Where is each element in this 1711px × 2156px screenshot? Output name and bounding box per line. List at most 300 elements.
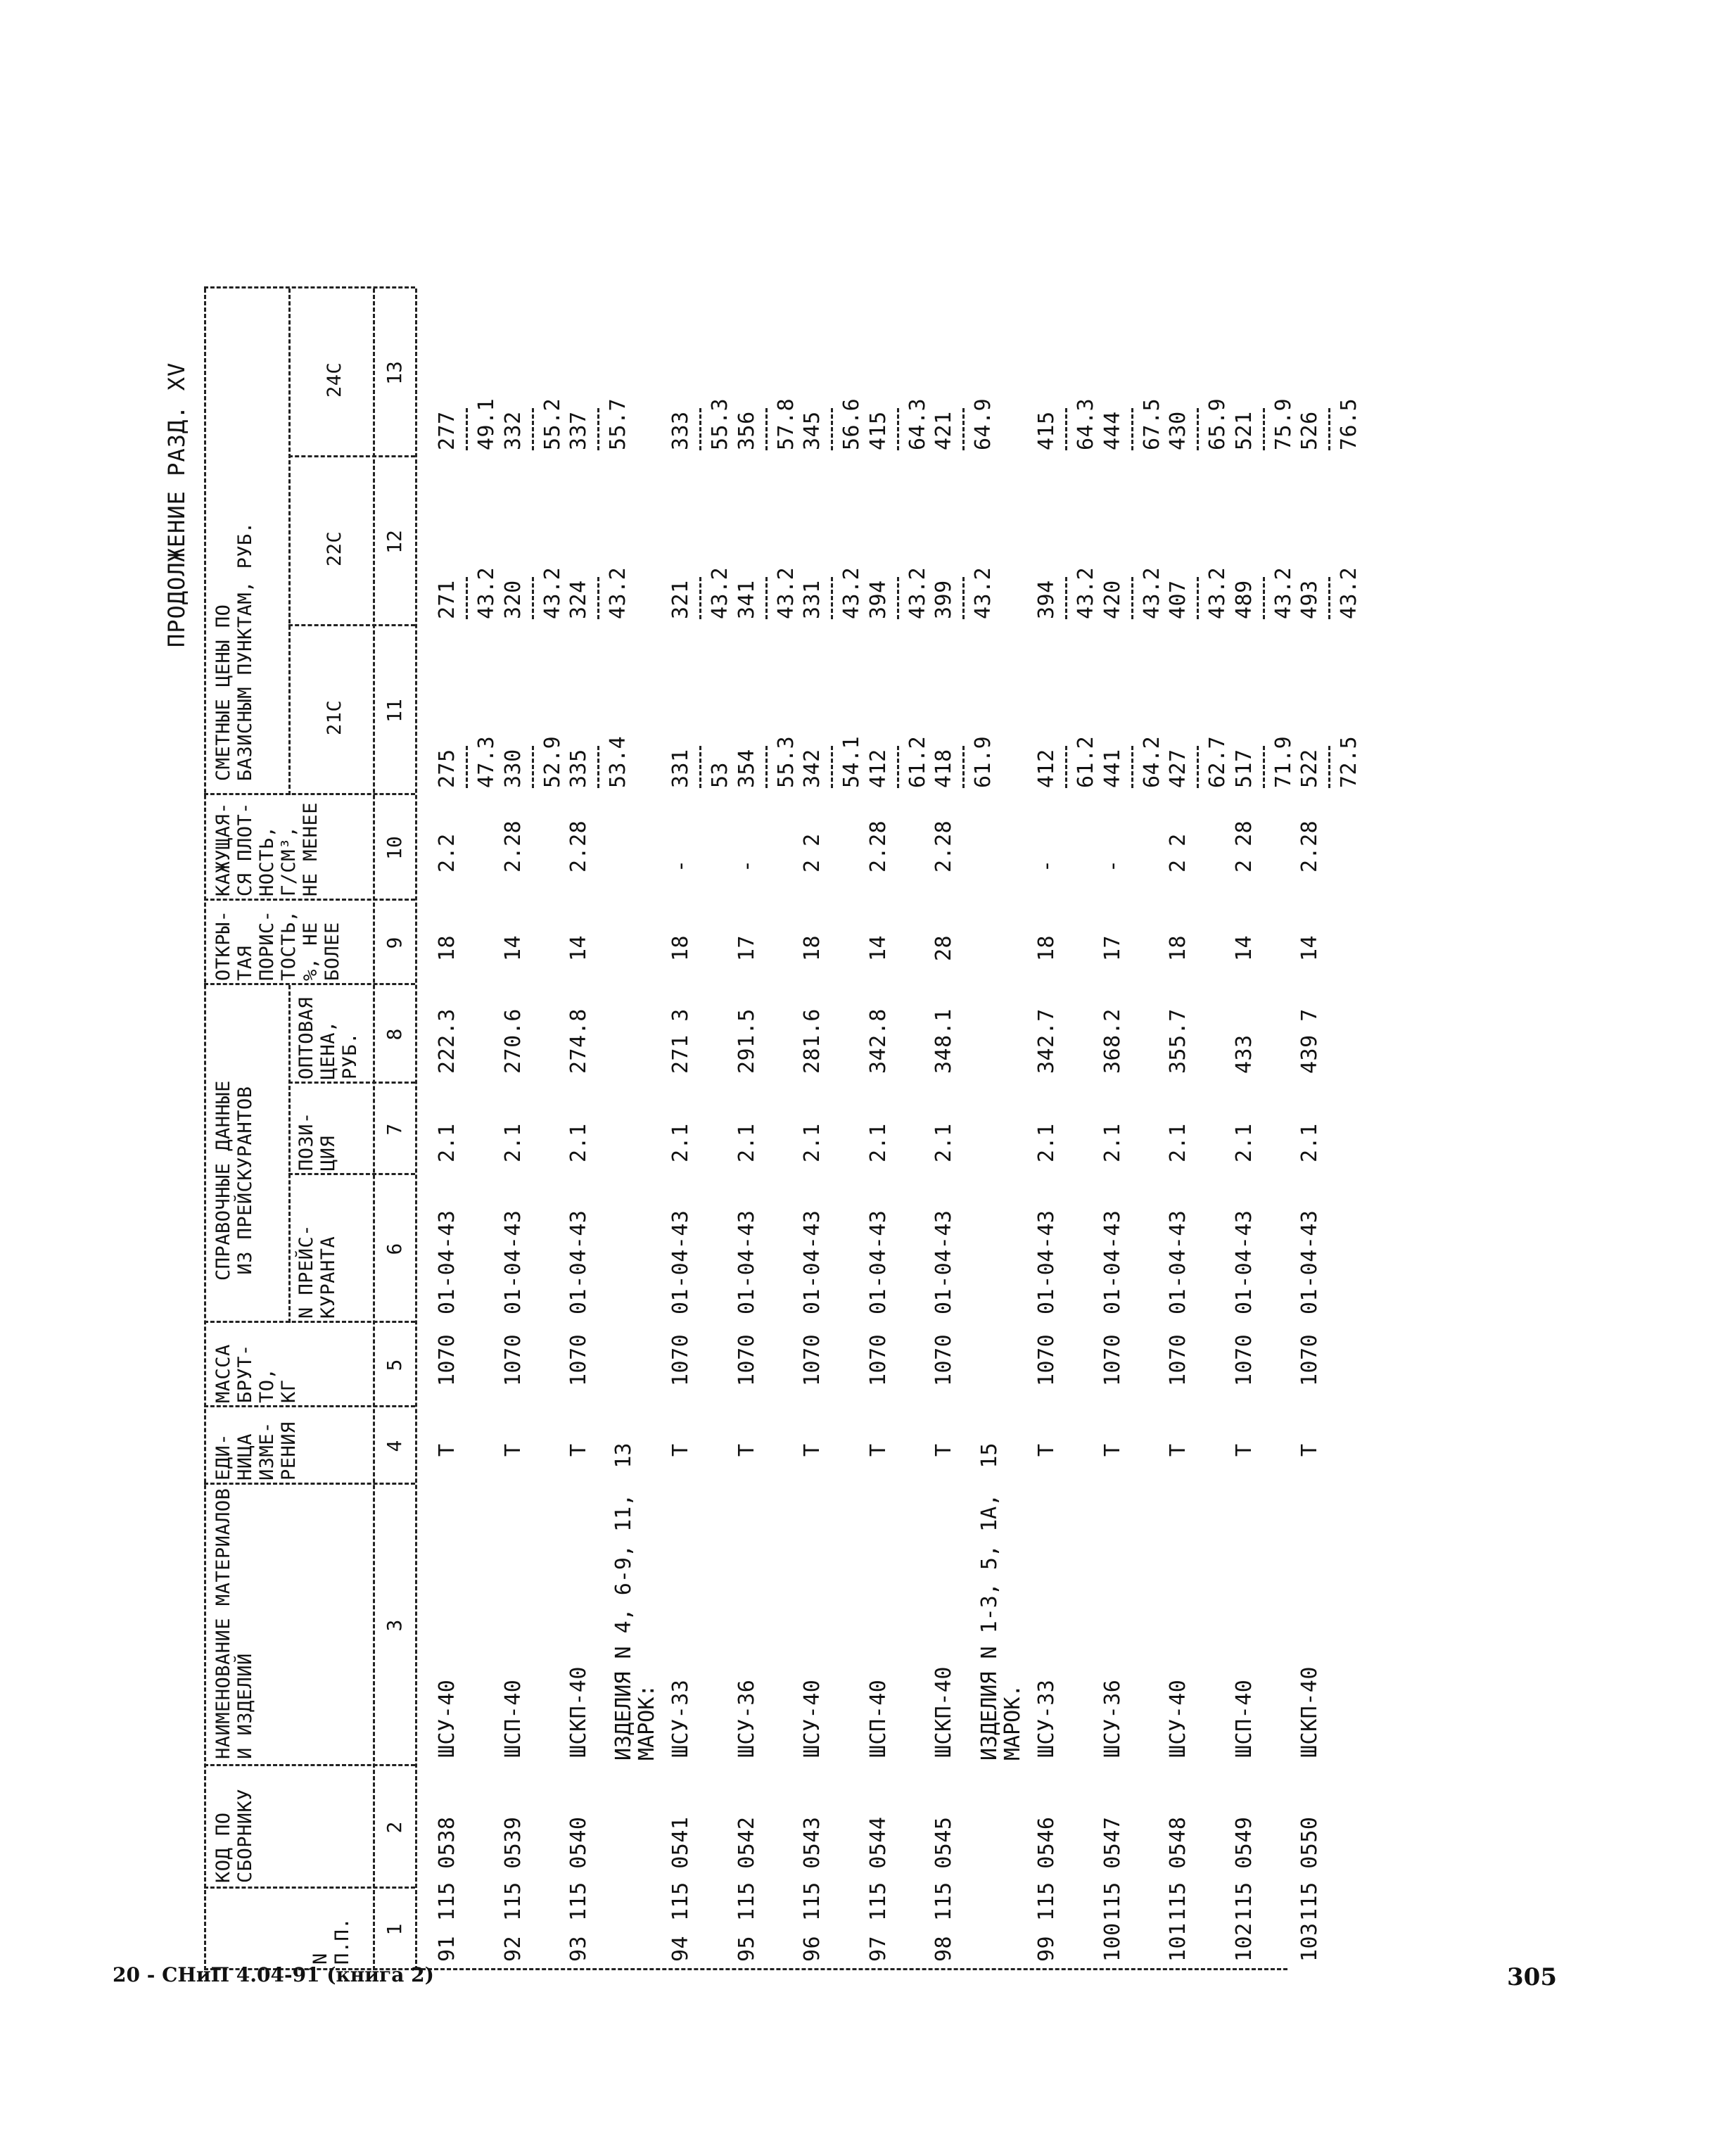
row-unit: Т [865, 1443, 891, 1457]
row-number: 97 [865, 1935, 891, 1962]
row-position: 2.1 [1034, 1123, 1059, 1162]
group-heading: ИЗДЕЛИЯ N 4, 6-9, 11, 13 МАРОК: [611, 1442, 659, 1761]
header-price-group: СМЕТНЫЕ ЦЕНЫ ПО БАЗИСНЫМ ПУНКТАМ, РУБ. [212, 521, 256, 781]
col-rule-13 [204, 286, 415, 288]
row-wholesale-price: 291.5 [734, 1008, 759, 1074]
row-price-p22: 320 [500, 580, 526, 619]
row-code: 115 0542 [734, 1816, 759, 1921]
fraction-bar [699, 577, 701, 619]
price-group-rule [288, 288, 291, 795]
row-name: ШСУ-40 [800, 1679, 825, 1758]
fraction-bar [831, 746, 833, 788]
row-number: 96 [800, 1935, 825, 1962]
row-pricelist: 01-04-43 [931, 1210, 957, 1314]
row-unit: Т [566, 1443, 592, 1457]
row-transport-f22: 43.2 [540, 566, 565, 619]
header-col8: ОПТОВАЯ ЦЕНА, РУБ. [295, 996, 361, 1079]
header-col6: N ПРЕЙС- КУРАНТА [295, 1224, 339, 1319]
row-position: 2.1 [500, 1123, 526, 1162]
col-rule-6 [288, 1173, 415, 1175]
row-transport-f24: 57.8 [773, 398, 799, 450]
column-number: 1 [383, 1923, 406, 1936]
row-porosity: 14 [1231, 934, 1257, 961]
row-price-p24: 277 [435, 411, 459, 450]
row-porosity: 18 [1034, 934, 1059, 961]
fraction-bar [897, 577, 899, 619]
row-price-p21: 522 [1297, 749, 1323, 788]
row-price-p24: 444 [1100, 411, 1125, 450]
row-porosity: 14 [1297, 934, 1323, 961]
fraction-bar [1263, 408, 1265, 450]
col-rule-3 [204, 1483, 415, 1485]
continuation-title: ПРОДОЛЖЕНИЕ РАЗД. XV [163, 362, 190, 647]
col-rule-12 [288, 455, 415, 457]
fraction-bar [1263, 746, 1265, 788]
row-number: 92 [500, 1935, 526, 1962]
row-price-p21: 427 [1166, 749, 1191, 788]
fraction-bar [831, 408, 833, 450]
header-col13: 24С [324, 362, 345, 398]
fraction-bar [466, 746, 468, 788]
row-code: 115 0543 [800, 1816, 825, 1921]
fraction-bar [962, 577, 965, 619]
row-price-p22: 331 [800, 580, 825, 619]
row-price-p22: 407 [1166, 580, 1191, 619]
row-name: ШСП-40 [865, 1679, 891, 1758]
row-porosity: 18 [668, 934, 693, 961]
header-col12: 22С [324, 531, 345, 566]
row-mass: 1070 [1100, 1333, 1125, 1386]
table-top-rule [204, 288, 206, 1970]
row-unit: Т [1231, 1443, 1257, 1457]
row-name: ШСУ-33 [668, 1679, 693, 1758]
row-price-p22: 394 [865, 580, 891, 619]
row-porosity: 14 [865, 934, 891, 961]
row-price-p21: 330 [500, 749, 526, 788]
fraction-bar [1131, 408, 1133, 450]
row-mass: 1070 [566, 1333, 592, 1386]
row-transport-f22: 43.2 [1139, 566, 1164, 619]
row-name: ШСУ-36 [734, 1679, 759, 1758]
fraction-bar [962, 746, 965, 788]
row-price-p24: 332 [500, 411, 526, 450]
row-transport-f22: 43.2 [905, 566, 930, 619]
fraction-bar [1065, 408, 1067, 450]
fraction-bar [1263, 577, 1265, 619]
row-transport-f21: 71.9 [1271, 735, 1296, 788]
row-density: - [1034, 859, 1059, 873]
row-price-p21: 331 [668, 749, 693, 788]
col-rule-9 [204, 899, 415, 901]
row-transport-f22: 43.2 [606, 566, 631, 619]
row-code: 115 0546 [1034, 1816, 1059, 1921]
fraction-bar [897, 746, 899, 788]
row-price-p21: 441 [1100, 749, 1125, 788]
header-col1: N П.П. [310, 1917, 353, 1965]
header-col4: ЕДИ- НИЦА ИЗМЕ- РЕНИЯ [212, 1421, 300, 1480]
row-price-p24: 430 [1166, 411, 1191, 450]
row-pricelist: 01-04-43 [800, 1210, 825, 1314]
row-position: 2.1 [1166, 1123, 1191, 1162]
row-density: - [668, 859, 693, 873]
fraction-bar [1065, 577, 1067, 619]
row-pricelist: 01-04-43 [566, 1210, 592, 1314]
row-price-p24: 526 [1297, 411, 1323, 450]
row-code: 115 0540 [566, 1816, 592, 1921]
row-density: 2 2 [800, 833, 825, 873]
ref-group-rule [288, 985, 291, 1323]
row-price-p24: 521 [1231, 411, 1257, 450]
row-price-p24: 415 [865, 411, 891, 450]
row-transport-f24: 49.1 [474, 398, 499, 450]
row-number: 94 [668, 1935, 693, 1962]
row-porosity: 18 [1166, 934, 1191, 961]
row-transport-f21: 55.3 [773, 735, 799, 788]
row-wholesale-price: 439 7 [1297, 1008, 1323, 1074]
fraction-bar [532, 577, 534, 619]
row-transport-f22: 43.2 [1337, 566, 1362, 619]
row-transport-f24: 64.9 [971, 398, 996, 450]
col-rule-8 [204, 983, 415, 985]
row-wholesale-price: 270.6 [500, 1008, 526, 1074]
row-unit: Т [1100, 1443, 1125, 1457]
row-mass: 1070 [668, 1333, 693, 1386]
row-name: ШСКП-40 [1297, 1666, 1323, 1758]
row-wholesale-price: 368.2 [1100, 1008, 1125, 1074]
row-transport-f21: 53.4 [606, 735, 631, 788]
fraction-bar [1197, 408, 1199, 450]
row-wholesale-price: 342.8 [865, 1008, 891, 1074]
col-rule-4 [204, 1405, 415, 1407]
col-rule-10 [204, 793, 415, 795]
row-position: 2.1 [1100, 1123, 1125, 1162]
row-wholesale-price: 222.3 [435, 1008, 459, 1074]
fraction-bar [532, 408, 534, 450]
fraction-bar [765, 746, 768, 788]
row-price-p22: 341 [734, 580, 759, 619]
row-price-p21: 342 [800, 749, 825, 788]
column-number: 8 [383, 1028, 406, 1041]
row-pricelist: 01-04-43 [734, 1210, 759, 1314]
row-price-p22: 493 [1297, 580, 1323, 619]
row-code: 115 0538 [435, 1816, 459, 1921]
row-transport-f21: 52.9 [540, 735, 565, 788]
fraction-bar [897, 408, 899, 450]
row-mass: 1070 [500, 1333, 526, 1386]
row-transport-f24: 64.3 [905, 398, 930, 450]
row-position: 2.1 [931, 1123, 957, 1162]
row-transport-f24: 75.9 [1271, 398, 1296, 450]
row-mass: 1070 [435, 1333, 459, 1386]
col-rule-11 [288, 624, 415, 626]
row-price-p22: 324 [566, 580, 592, 619]
row-name: ШСКП-40 [931, 1666, 957, 1758]
row-wholesale-price: 281.6 [800, 1008, 825, 1074]
row-unit: Т [800, 1443, 825, 1457]
row-transport-f21: 64.2 [1139, 735, 1164, 788]
row-density: 2.28 [1297, 820, 1323, 873]
row-number: 98 [931, 1935, 957, 1962]
row-price-p24: 345 [800, 411, 825, 450]
group-heading: ИЗДЕЛИЯ N 1-3, 5, 1А, 15 МАРОК. [977, 1442, 1025, 1761]
row-porosity: 14 [500, 934, 526, 961]
row-transport-f22: 43.2 [1271, 566, 1296, 619]
row-price-p24: 421 [931, 411, 957, 450]
row-position: 2.1 [566, 1123, 592, 1162]
row-transport-f22: 43.2 [1205, 566, 1230, 619]
fraction-bar [597, 746, 599, 788]
row-transport-f21: 53 [708, 761, 732, 788]
fraction-bar [1328, 577, 1330, 619]
fraction-bar [597, 577, 599, 619]
row-transport-f22: 43.2 [1074, 566, 1098, 619]
row-density: 2 28 [1231, 820, 1257, 873]
row-code: 115 0544 [865, 1816, 891, 1921]
row-transport-f21: 54.1 [839, 735, 865, 788]
row-density: 2.28 [865, 820, 891, 873]
row-position: 2.1 [435, 1123, 459, 1162]
row-density: 2 2 [1166, 833, 1191, 873]
fraction-bar [1131, 746, 1133, 788]
fraction-bar [1328, 746, 1330, 788]
row-position: 2.1 [800, 1123, 825, 1162]
row-transport-f21: 62.7 [1205, 735, 1230, 788]
fraction-bar [962, 408, 965, 450]
row-transport-f24: 76.5 [1337, 398, 1362, 450]
row-code: 115 0539 [500, 1816, 526, 1921]
row-name: ШСУ-40 [1166, 1679, 1191, 1758]
row-price-p21: 335 [566, 749, 592, 788]
row-transport-f21: 61.2 [1074, 735, 1098, 788]
row-transport-f24: 55.3 [708, 398, 732, 450]
row-mass: 1070 [1297, 1333, 1323, 1386]
fraction-bar [1197, 577, 1199, 619]
row-porosity: 18 [800, 934, 825, 961]
row-mass: 1070 [865, 1333, 891, 1386]
row-price-p21: 354 [734, 749, 759, 788]
header-ref-group: СПРАВОЧНЫЕ ДАННЫЕ ИЗ ПРЕЙСКУРАНТОВ [212, 1080, 256, 1281]
row-unit: Т [734, 1443, 759, 1457]
row-position: 2.1 [865, 1123, 891, 1162]
row-unit: Т [435, 1443, 459, 1457]
fraction-bar [765, 408, 768, 450]
page-number: 305 [1507, 1963, 1557, 1991]
footer-document-ref: 20 - СНиП 4.04-91 (книга 2) [113, 1963, 434, 1986]
row-wholesale-price: 433 [1231, 1034, 1257, 1074]
row-transport-f24: 56.6 [839, 398, 865, 450]
fraction-bar [532, 746, 534, 788]
column-number: 5 [383, 1359, 406, 1371]
column-number: 9 [383, 937, 406, 949]
row-name: ШСУ-36 [1100, 1679, 1125, 1758]
row-price-p21: 412 [1034, 749, 1059, 788]
fraction-bar [597, 408, 599, 450]
row-pricelist: 01-04-43 [1034, 1210, 1059, 1314]
row-transport-f24: 65.9 [1205, 398, 1230, 450]
row-density: - [1100, 859, 1125, 873]
row-number: 99 [1034, 1935, 1059, 1962]
column-number: 7 [383, 1123, 406, 1136]
row-density: 2.2 [435, 833, 459, 873]
col-rule-1 [204, 1886, 415, 1889]
row-code: 115 0550 [1297, 1816, 1323, 1921]
row-price-p24: 337 [566, 411, 592, 450]
row-pricelist: 01-04-43 [435, 1210, 459, 1314]
row-pricelist: 01-04-43 [500, 1210, 526, 1314]
row-pricelist: 01-04-43 [668, 1210, 693, 1314]
row-transport-f22: 43.2 [708, 566, 732, 619]
row-density: 2.28 [500, 820, 526, 873]
row-mass: 1070 [1034, 1333, 1059, 1386]
header-col9: ОТКРЫ- ТАЯ ПОРИС- ТОСТЬ, %, НЕ БОЛЕЕ [212, 910, 343, 981]
row-pricelist: 01-04-43 [1166, 1210, 1191, 1314]
row-price-p22: 394 [1034, 580, 1059, 619]
col-rule-7 [288, 1082, 415, 1084]
row-transport-f21: 61.9 [971, 735, 996, 788]
row-price-p21: 517 [1231, 749, 1257, 788]
row-code: 115 0547 [1100, 1816, 1125, 1921]
fraction-bar [699, 746, 701, 788]
row-transport-f24: 64.3 [1074, 398, 1098, 450]
row-porosity: 14 [566, 934, 592, 961]
fraction-bar [831, 577, 833, 619]
row-density: 2.28 [931, 820, 957, 873]
row-number: 103 [1297, 1922, 1323, 1962]
header-col2: КОД ПО СБОРНИКУ [212, 1788, 256, 1883]
row-transport-f21: 72.5 [1337, 735, 1362, 788]
header-col5: МАССА БРУТ- ТО, КГ [212, 1344, 300, 1403]
row-name: ШСКП-40 [566, 1666, 592, 1758]
column-number: 11 [383, 699, 406, 723]
column-number: 12 [383, 530, 406, 554]
header-col7: ПОЗИ- ЦИЯ [295, 1112, 339, 1171]
fraction-bar [1131, 577, 1133, 619]
row-transport-f24: 55.2 [540, 398, 565, 450]
row-transport-f21: 47.3 [474, 735, 499, 788]
row-code: 115 0549 [1231, 1816, 1257, 1921]
fraction-bar [466, 577, 468, 619]
row-price-p24: 415 [1034, 411, 1059, 450]
row-unit: Т [1034, 1443, 1059, 1457]
header-col3: НАИМЕНОВАНИЕ МАТЕРИАЛОВ И ИЗДЕЛИЙ [212, 1488, 256, 1759]
row-pricelist: 01-04-43 [865, 1210, 891, 1314]
header-bottom-rule [373, 288, 375, 1970]
row-number: 102 [1231, 1922, 1257, 1962]
row-unit: Т [931, 1443, 957, 1457]
row-position: 2.1 [668, 1123, 693, 1162]
row-density: - [734, 859, 759, 873]
row-unit: Т [1166, 1443, 1191, 1457]
row-pricelist: 01-04-43 [1100, 1210, 1125, 1314]
row-transport-f24: 67.5 [1139, 398, 1164, 450]
row-porosity: 17 [1100, 934, 1125, 961]
row-porosity: 17 [734, 934, 759, 961]
row-mass: 1070 [1231, 1333, 1257, 1386]
row-transport-f21: 61.2 [905, 735, 930, 788]
row-position: 2.1 [1231, 1123, 1257, 1162]
row-price-p21: 275 [435, 749, 459, 788]
row-price-p21: 412 [865, 749, 891, 788]
row-wholesale-price: 342.7 [1034, 1008, 1059, 1074]
col-rule-2 [204, 1764, 415, 1766]
row-code: 115 0545 [931, 1816, 957, 1921]
row-wholesale-price: 274.8 [566, 1008, 592, 1074]
row-transport-f22: 43.2 [839, 566, 865, 619]
body-left-rule [415, 1968, 1287, 1970]
row-number: 91 [435, 1935, 459, 1962]
row-name: ШСП-40 [500, 1679, 526, 1758]
row-porosity: 18 [435, 934, 459, 961]
row-unit: Т [500, 1443, 526, 1457]
row-density: 2.28 [566, 820, 592, 873]
row-position: 2.1 [734, 1123, 759, 1162]
row-pricelist: 01-04-43 [1231, 1210, 1257, 1314]
column-number: 10 [383, 836, 406, 860]
colnum-bottom-rule [415, 288, 417, 1970]
row-wholesale-price: 271 3 [668, 1008, 693, 1074]
row-code: 115 0541 [668, 1816, 693, 1921]
row-porosity: 28 [931, 934, 957, 961]
row-mass: 1070 [931, 1333, 957, 1386]
column-number: 2 [383, 1821, 406, 1834]
row-transport-f22: 43.2 [971, 566, 996, 619]
row-mass: 1070 [800, 1333, 825, 1386]
row-price-p22: 399 [931, 580, 957, 619]
row-name: ШСУ-40 [435, 1679, 459, 1758]
header-col10: КАЖУЩАЯ- СЯ ПЛОТ- НОСТЬ, Г/СМ³, НЕ МЕНЕЕ [212, 801, 322, 896]
column-number: 6 [383, 1243, 406, 1255]
fraction-bar [1328, 408, 1330, 450]
header-col11: 21С [324, 699, 345, 735]
fraction-bar [1065, 746, 1067, 788]
row-name: ШСУ-33 [1034, 1679, 1059, 1758]
row-mass: 1070 [1166, 1333, 1191, 1386]
row-price-p22: 321 [668, 580, 693, 619]
row-number: 93 [566, 1935, 592, 1962]
fraction-bar [699, 408, 701, 450]
row-transport-f22: 43.2 [474, 566, 499, 619]
row-pricelist: 01-04-43 [1297, 1210, 1323, 1314]
row-name: ШСП-40 [1231, 1679, 1257, 1758]
row-number: 100 [1100, 1922, 1125, 1962]
row-wholesale-price: 355.7 [1166, 1008, 1191, 1074]
row-code: 115 0548 [1166, 1816, 1191, 1921]
row-number: 101 [1166, 1922, 1191, 1962]
row-unit: Т [668, 1443, 693, 1457]
row-position: 2.1 [1297, 1123, 1323, 1162]
row-number: 95 [734, 1935, 759, 1962]
column-number: 4 [383, 1440, 406, 1452]
column-number: 3 [383, 1619, 406, 1632]
row-price-p24: 333 [668, 411, 693, 450]
row-price-p22: 489 [1231, 580, 1257, 619]
row-transport-f24: 55.7 [606, 398, 631, 450]
row-price-p24: 356 [734, 411, 759, 450]
row-price-p21: 418 [931, 749, 957, 788]
fraction-bar [765, 577, 768, 619]
row-unit: Т [1297, 1443, 1323, 1457]
rotated-table-page [120, 169, 1527, 1970]
col-rule-5 [204, 1321, 415, 1323]
row-price-p22: 420 [1100, 580, 1125, 619]
fraction-bar [466, 408, 468, 450]
column-number: 13 [383, 361, 406, 385]
fraction-bar [1197, 746, 1199, 788]
row-wholesale-price: 348.1 [931, 1008, 957, 1074]
row-transport-f22: 43.2 [773, 566, 799, 619]
row-price-p22: 271 [435, 580, 459, 619]
row-mass: 1070 [734, 1333, 759, 1386]
